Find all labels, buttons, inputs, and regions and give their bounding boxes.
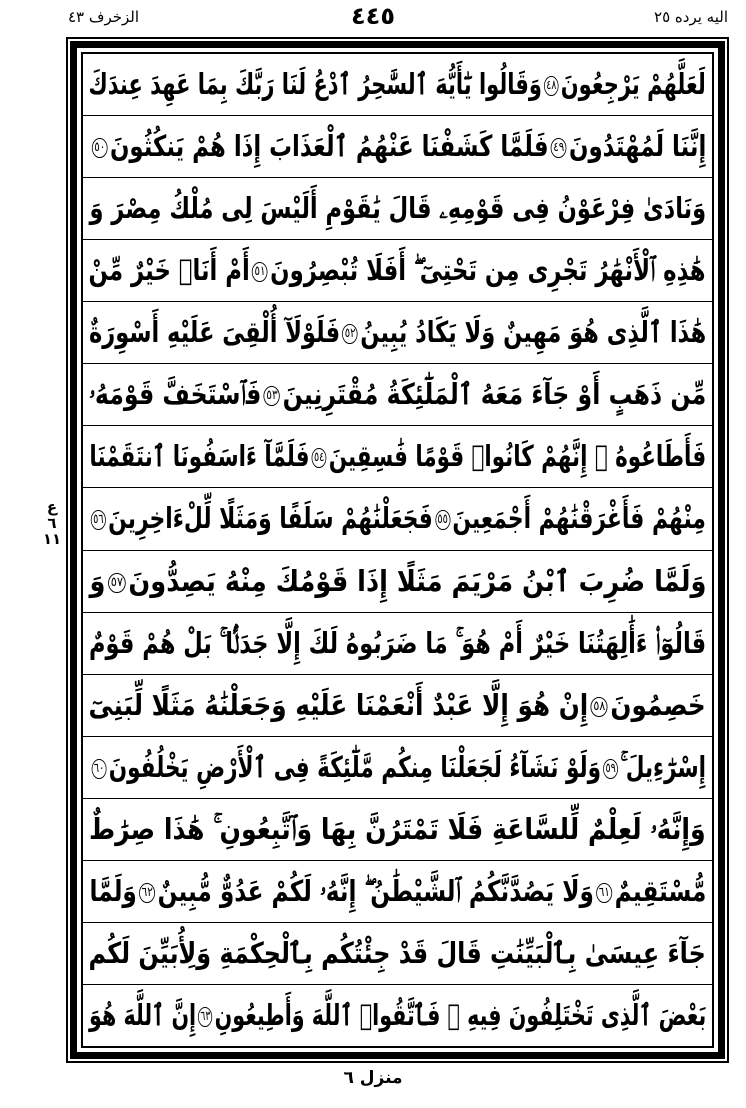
- line-text: إِنَّنَا لَمُهْتَدُونَ: [568, 129, 706, 164]
- line-text: مِنْهُمْ فَأَغْرَقْنَٰهُمْ أَجْمَعِينَ: [452, 501, 707, 536]
- ruku-marker: ع ٦ ١١: [42, 498, 62, 548]
- verse-line-6: [83, 364, 712, 426]
- verse-line-16: [83, 985, 712, 1046]
- ayah-marker: ٦٠: [91, 759, 106, 779]
- verse-line-10: [83, 613, 712, 675]
- verse-line-4: [83, 240, 712, 302]
- verse-line-15: [83, 923, 712, 985]
- line-text: وَإِنَّهُۥ لَعِلْمٌ لِّلسَّاعَةِ فَلَا تَمْتَرُنَّ بِهَا وَٱتَّبِعُونِ ۚ هَٰذَا صِرَٰطٌ: [89, 811, 706, 846]
- verse-line-9: [83, 551, 712, 613]
- ayah-marker: ٦٢: [139, 883, 155, 903]
- verse-line-12: [83, 737, 712, 799]
- verse-line-7: [83, 426, 712, 488]
- line-text: وَلَمَّا: [89, 873, 137, 908]
- verse-line-8: [83, 488, 712, 550]
- line-text: وَنَادَىٰ فِرْعَوْنُ فِى قَوْمِهِۦ قَالَ يَٰقَوْمِ أَلَيْسَ لِى مُلْكُ مِصْرَ وَ: [89, 191, 706, 226]
- line-text: إِنَّ ٱللَّهَ هُوَ: [88, 997, 196, 1032]
- line-text: هَٰذَا ٱلَّذِى هُوَ مَهِينٌ وَلَا يَكَادُ يُبِينُ: [360, 315, 707, 350]
- text-area: [81, 52, 714, 1048]
- ayah-marker: ٥٨: [591, 697, 608, 717]
- manzil-label: منزل ٦: [343, 1068, 403, 1088]
- line-text: بَعْضَ ٱلَّذِى تَخْتَلِفُونَ فِيهِ ۖ فَٱتَّقُوا۟ ٱللَّهَ وَأَطِيعُونِ: [214, 997, 707, 1032]
- verse-line-11: [83, 675, 712, 737]
- ayah-marker: ٥٢: [342, 324, 358, 344]
- verse-line-5: [83, 302, 712, 364]
- line-text: مُّسْتَقِيمٌ: [614, 873, 706, 908]
- line-text: أَمْ أَنَا۠ خَيْرٌ مِّنْ: [88, 253, 251, 288]
- verse-line-2: [83, 116, 712, 178]
- ayah-marker: ٥٣: [264, 386, 280, 406]
- ayah-marker: ٥٦: [91, 510, 106, 530]
- line-text: فَجَعَلْنَٰهُمْ سَلَفًا وَمَثَلًا لِّلْءَاخِرِينَ: [108, 501, 434, 536]
- line-text: فَلَمَّآ ءَاسَفُونَا ٱنتَقَمْنَا: [89, 439, 310, 474]
- verse-line-13: [83, 799, 712, 861]
- line-text: وَقَالُوا يَٰٓأَيُّهَ ٱلسَّٰحِرُ ٱدْعُ لَنَا رَبَّكَ بِمَا عَهِدَ عِندَكَ: [88, 67, 543, 102]
- line-text: لَعَلَّهُمْ يَرْجِعُونَ: [561, 67, 707, 102]
- verse-lines: [83, 54, 712, 1046]
- line-text: فَلَوْلَآ أُلْقِىَ عَلَيْهِ أَسْوِرَةٌ: [88, 315, 340, 350]
- line-text: وَلَوْ نَشَآءُ لَجَعَلْنَا مِنكُم مَّلَٰٓئِكَةً فِى ٱلْأَرْضِ يَخْلُفُونَ: [108, 749, 601, 784]
- line-text: وَلَمَّا ضُرِبَ ٱبْنُ مَرْيَمَ مَثَلًا إِذَا قَوْمُكَ مِنْهُ يَصِدُّونَ: [127, 563, 706, 598]
- ayah-marker: ٥٧: [108, 573, 126, 593]
- line-text: وَلَا يَصُدَّنَّكُمُ ٱلشَّيْطَٰنُ ۖ إِنَّهُۥ لَكُمْ عَدُوٌّ مُّبِينٌ: [157, 873, 594, 908]
- page-frame: [66, 37, 729, 1063]
- line-text: إِسْرَٰٓءِيلَ ۚ: [620, 749, 706, 784]
- ayah-marker: ٥٤: [311, 448, 326, 468]
- line-text: إِنْ هُوَ إِلَّا عَبْدٌ أَنْعَمْنَا عَلَيْهِ وَجَعَلْنَٰهُ مَثَلًا لِّبَنِىٓ: [88, 687, 589, 722]
- verse-line-1: [83, 54, 712, 116]
- line-text: فَلَمَّا كَشَفْنَا عَنْهُمُ ٱلْعَذَابَ إِذَا هُمْ يَنكُثُونَ: [109, 129, 549, 164]
- line-text: جَآءَ عِيسَىٰ بِٱلْبَيِّنَٰتِ قَالَ قَدْ جِئْتُكُم بِٱلْحِكْمَةِ وَلِأُبَيِّنَ لَكُم: [88, 935, 707, 970]
- line-text: قَالُوٓا۟ ءَأَٰلِهَتُنَا خَيْرٌ أَمْ هُوَ ۚ مَا ضَرَبُوهُ لَكَ إِلَّا جَدَلًۢا ۚ بَلْ هُمْ قَوْمٌ: [88, 625, 707, 660]
- verse-line-3: [83, 178, 712, 240]
- page-number: ٤٤٥: [351, 2, 395, 30]
- surah-name: الزخرف ٤٣: [68, 8, 140, 26]
- ayah-marker: ٤٩: [550, 138, 566, 158]
- line-text: مِّن ذَهَبٍ أَوْ جَآءَ مَعَهُ ٱلْمَلَٰٓئِكَةُ مُقْتَرِنِينَ: [282, 377, 707, 412]
- ayah-marker: ٦١: [596, 883, 612, 903]
- ayah-marker: ٥١: [253, 262, 269, 282]
- line-text: فَٱسْتَخَفَّ قَوْمَهُۥ: [88, 377, 262, 412]
- ayah-marker: ٥٩: [603, 759, 618, 779]
- ayah-marker: ٥٠: [91, 138, 107, 158]
- line-text: وَ: [89, 563, 105, 598]
- para-name: اليه يرده ٢٥: [654, 8, 728, 26]
- line-text: خَصِمُونَ: [610, 687, 707, 722]
- verse-line-14: [83, 861, 712, 923]
- line-text: هَٰذِهِ ٱلْأَنْهَٰرُ تَجْرِى مِن تَحْتِىٓ ۖ أَفَلَا تُبْصِرُونَ: [270, 253, 707, 288]
- line-text: فَأَطَاعُوهُ ۚ إِنَّهُمْ كَانُوا۟ قَوْمًا فَٰسِقِينَ: [328, 439, 706, 474]
- ayah-marker: ٦٣: [198, 1007, 212, 1027]
- ayah-marker: ٥٥: [435, 510, 450, 530]
- ayah-marker: ٤٨: [544, 76, 558, 96]
